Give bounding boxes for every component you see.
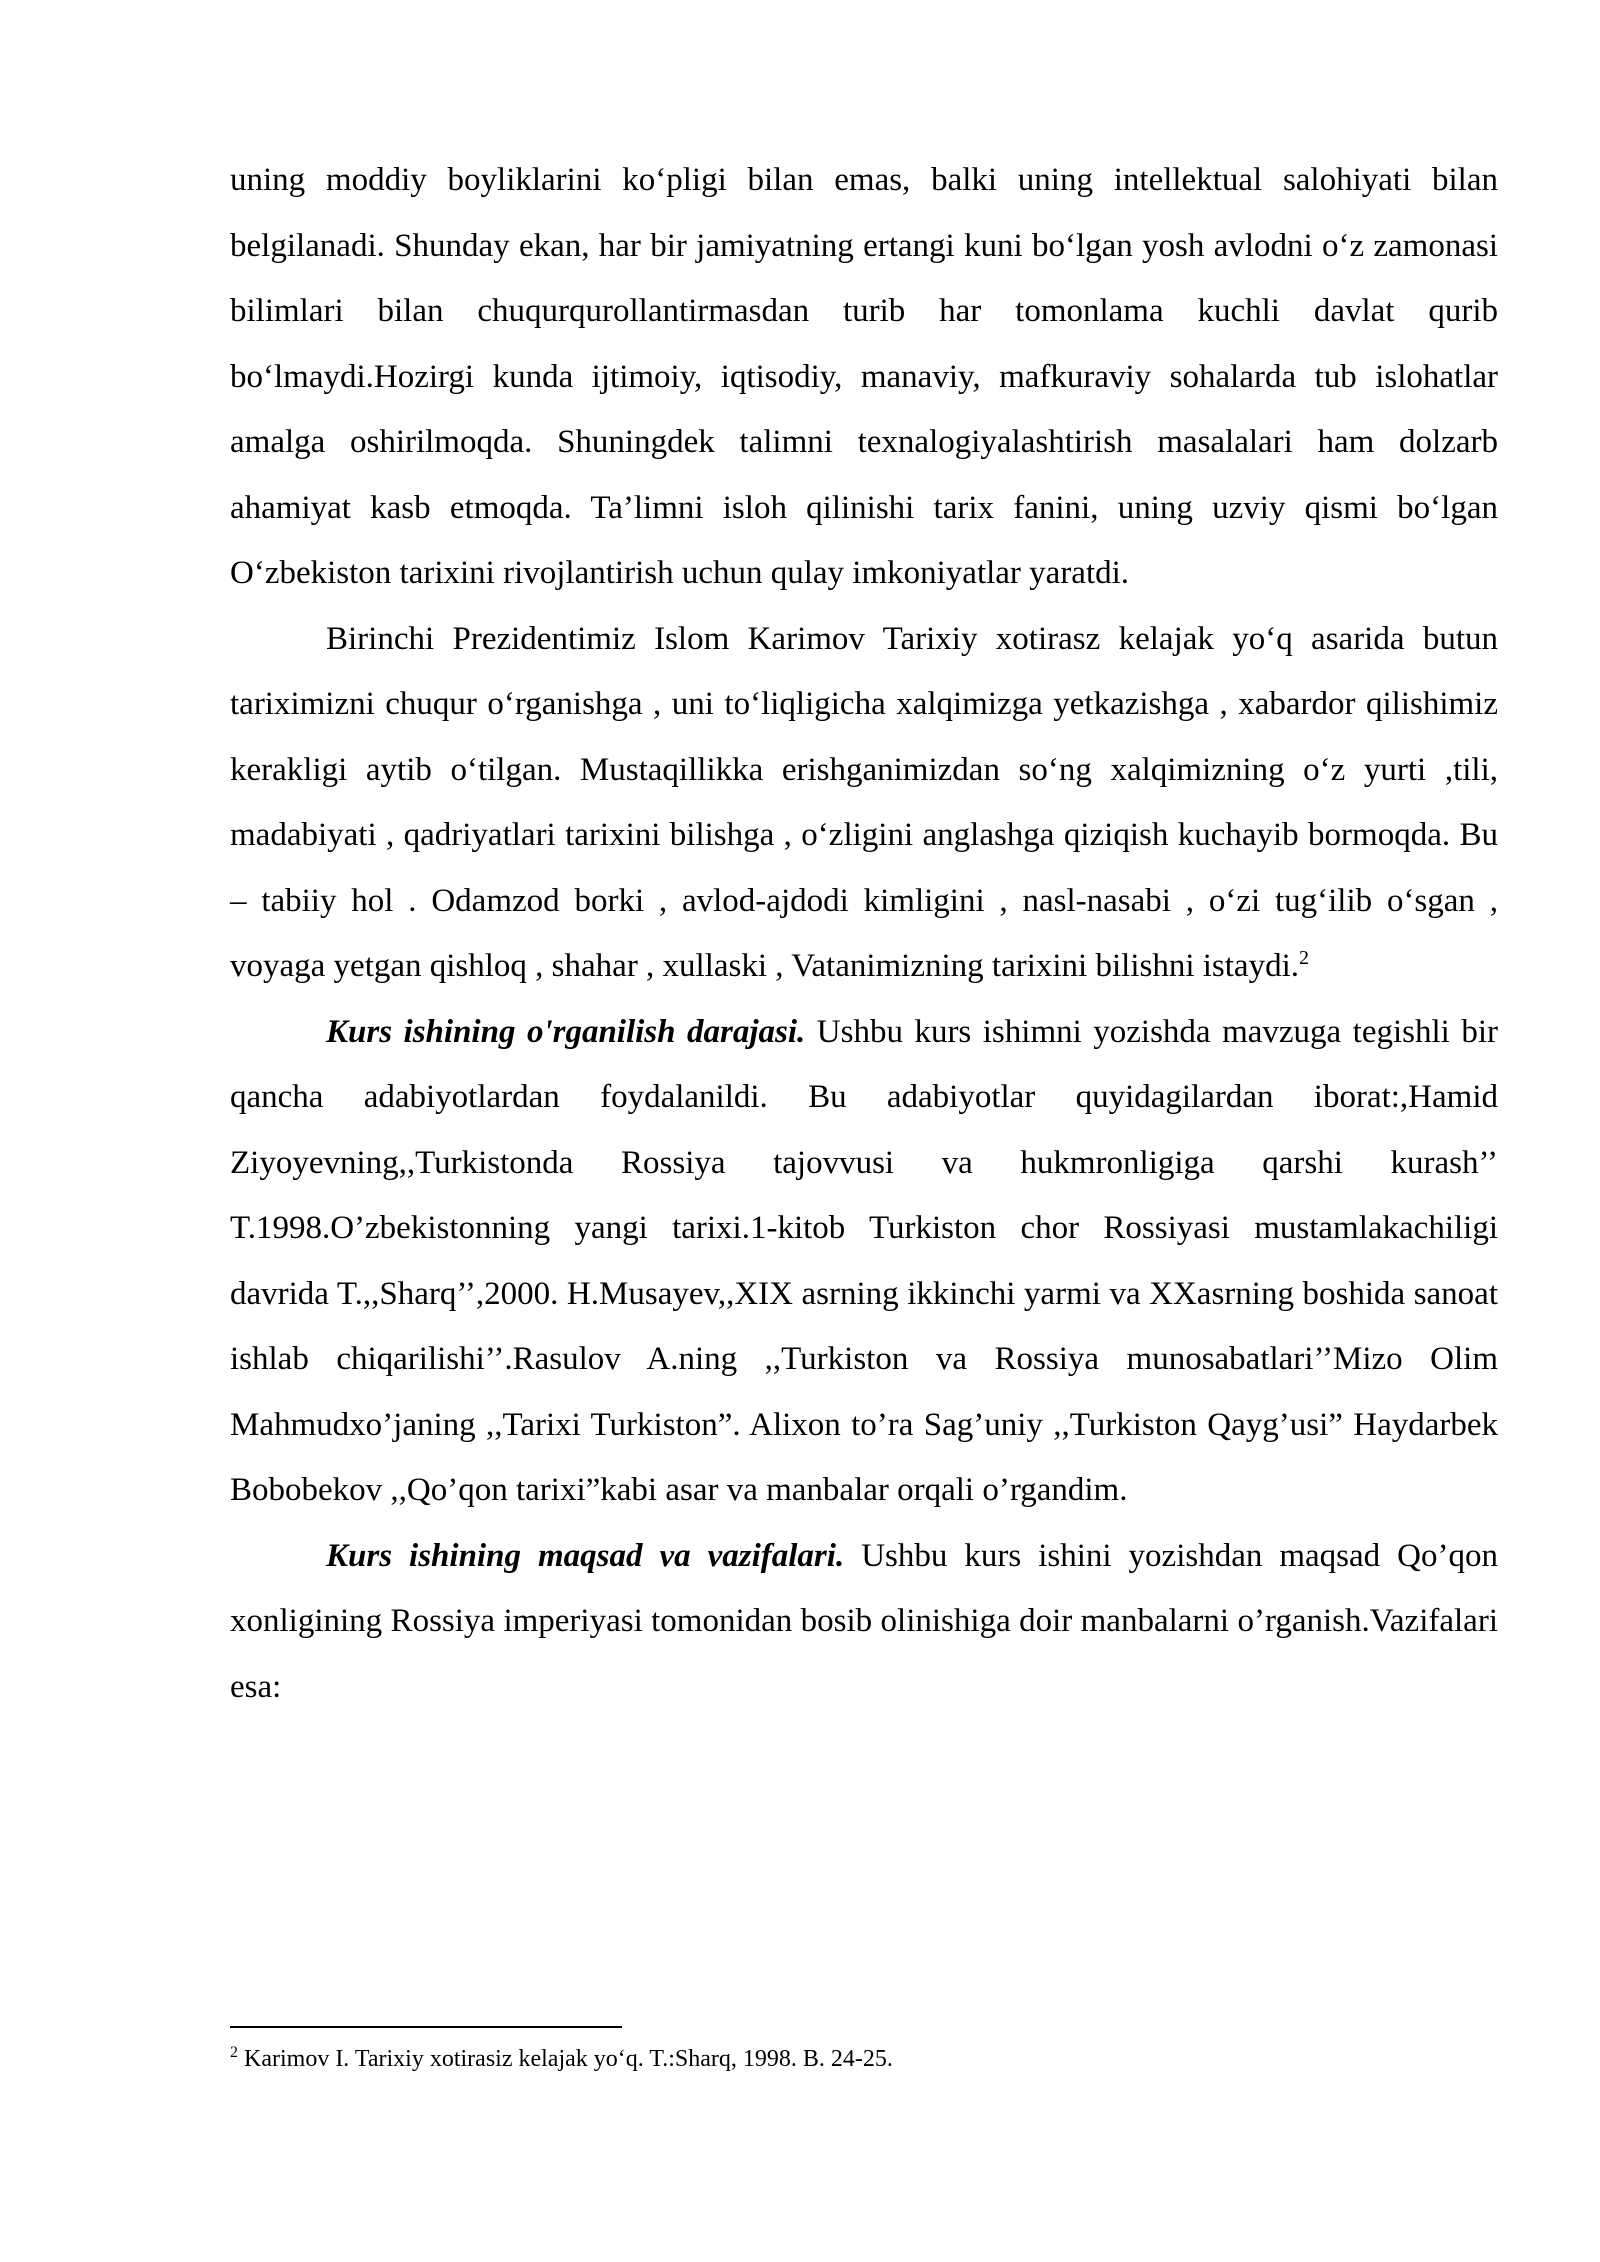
section-heading-study-level: Kurs ishining o'rganilish darajasi. — [326, 1013, 806, 1050]
paragraph-president-quote-text: Birinchi Prezidentimiz Islom Karimov Tarixiy xotirasz kelajak yo‘q asarida butun tariximizni chuqur o‘rganishga , uni to‘liqligicha xalqimizga yetkazishga , xabardor qilishimiz kerakligi aytib o‘tilgan. Mustaqillikka erishganimizdan so‘ng xalqimizning o‘z yurti ,tili, madabiyati , qadriyatlari tarixini bilishga , o‘zligini anglashga qiziqish kuchayib bormoqda. Bu – tabiiy hol . Odamzod borki , avlod-ajdodi kimligini , nasl-nasabi , o‘zi tug‘ilib o‘sgan , voyaga yetgan qishloq , shahar , xullaski , Vatanimizning tarixini bilishni istaydi. — [230, 620, 1498, 984]
paragraph-intro — [230, 148, 1498, 607]
footnote — [230, 2042, 1498, 2076]
footnote-separator — [230, 2026, 622, 2028]
paragraph-study-level-text: Ushbu kurs ishimni yozishda mavzuga tegishli bir qancha adabiyotlardan foydalanildi. Bu adabiyotlar quyidagilardan iborat:,Hamid Ziyoyevning,,Turkistonda Rossiya tajovvusi va hukmronligiga qarshi kurash’’ T.1998.O’zbekistonning yangi tarixi.1-kitob Turkiston chor Rossiyasi mustamlakachiligi davrida T.,,Sharq’’,2000. H.Musayev,,XIX asrning ikkinchi yarmi va XXasrning boshida sanoat ishlab chiqarilishi’’.Rasulov A.ning ,,Turkiston va Rossiya munosabatlari’’Mizo Olim Mahmudxo’janing ,,Tarixi Turkiston”. Alixon to’ra Sag’uniy ,,Turkiston Qayg’usi” Haydarbek Bobobekov ,,Qo’qon tarixi”kabi asar va manbalar orqali o’rgandim. — [230, 1013, 1498, 1508]
paragraph-goals — [230, 1524, 1498, 1721]
paragraph-intro-text: uning moddiy boyliklarini ko‘pligi bilan emas, balki uning intellektual salohiyati bilan belgilanadi. Shunday ekan, har bir jamiyatning ertangi kuni bo‘lgan yosh avlodni o‘z zamonasi bilimlari bilan chuqurqurollantirmasdan turib har tomonlama kuchli davlat qurib bo‘lmaydi.Hozirgi kunda ijtimoiy, iqtisodiy, manaviy, mafkuraviy sohalarda tub islohatlar amalga oshirilmoqda. Shuningdek talimni texnalogiyalashtirish masalalari ham dolzarb ahamiyat kasb etmoqda. Ta’limni isloh qilinishi tarix fanini, uning uzviy qismi bo‘lgan O‘zbekiston tarixini rivojlantirish uchun qulay imkoniyatlar yaratdi. — [230, 162, 1498, 591]
footnote-number: 2 — [230, 2044, 238, 2061]
paragraph-goals-text: Ushbu kurs ishini yozishdan maqsad Qo’qon xonligining Rossiya imperiyasi tomonidan bosib olinishiga doir manbalarni o’rganish.Vazifalari esa: — [230, 1537, 1498, 1705]
footnote-reference: 2 — [1299, 947, 1309, 969]
paragraph-president-quote — [230, 607, 1498, 1000]
footnote-text: Karimov I. Tarixiy xotirasiz kelajak yo‘q. T.:Sharq, 1998. B. 24-25. — [238, 2046, 893, 2072]
paragraph-study-level — [230, 1000, 1498, 1524]
section-heading-goals: Kurs ishining maqsad va vazifalari. — [326, 1537, 845, 1574]
document-body — [230, 148, 1498, 1720]
